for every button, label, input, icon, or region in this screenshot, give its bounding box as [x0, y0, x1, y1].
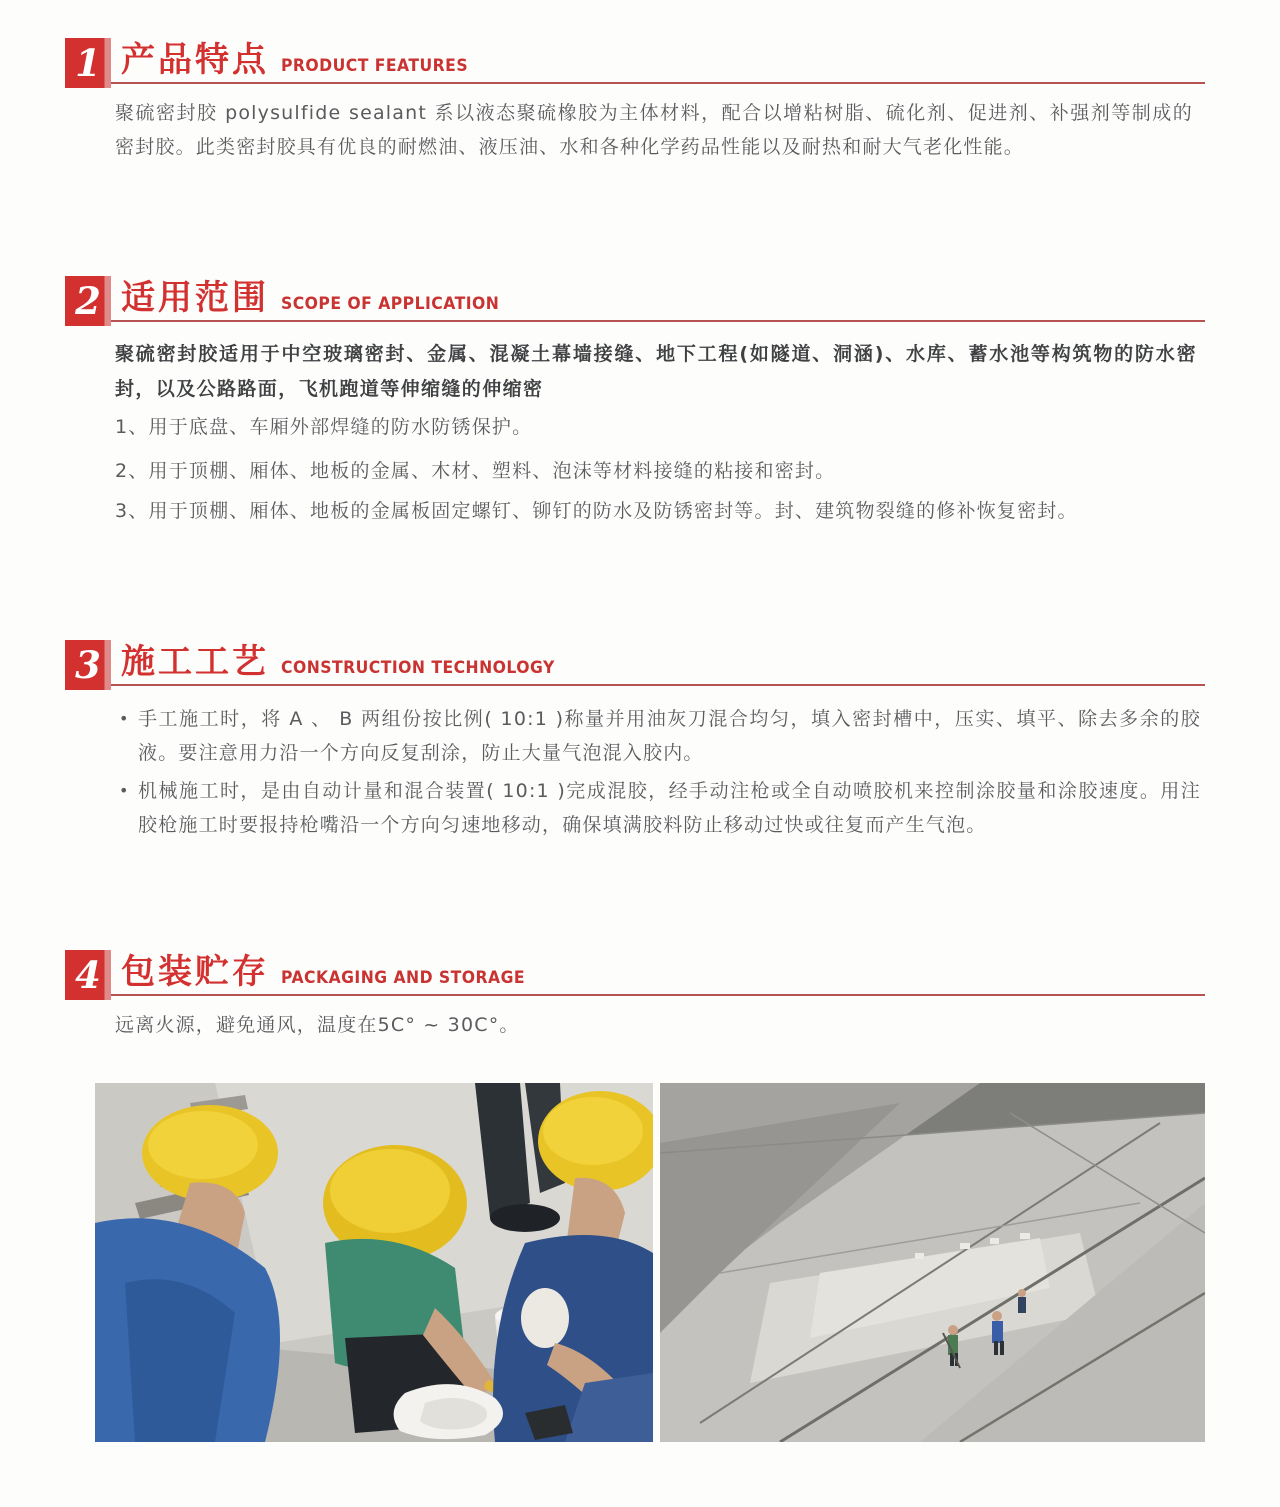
- section-1-number-badge: 1: [65, 38, 111, 88]
- section-3-bullets: [119, 702, 1201, 846]
- list-item: 3、用于顶棚、厢体、地板的金属板固定螺钉、铆钉的防水及防锈密封等。封、建筑物裂缝的修补恢复密封。: [115, 500, 1078, 522]
- section-2-header: [65, 276, 1205, 328]
- list-item: 1、用于底盘、车厢外部焊缝的防水防锈保护。: [115, 416, 533, 438]
- section-2-lead: 聚硫密封胶适用于中空玻璃密封、金属、混凝土幕墙接缝、地下工程(如隧道、洞涵)、水库、蓄水池等构筑物的防水密封，以及公路路面，飞机跑道等伸缩缝的伸缩密: [115, 343, 1197, 400]
- section-4-rule: [65, 994, 1205, 996]
- photo-right-illustration: [660, 1083, 1205, 1442]
- section-1-header: [65, 38, 1205, 90]
- section-1-title-cn: 产品特点: [121, 40, 269, 80]
- section-1-rule: [65, 82, 1205, 84]
- photo-left-illustration: [95, 1083, 653, 1442]
- section-2-rule: [65, 320, 1205, 322]
- section-3-title-cn: 施工工艺: [121, 642, 269, 682]
- section-1-paragraph: 聚硫密封胶 polysulfide sealant 系以液态聚硫橡胶为主体材料，配合以增粘树脂、硫化剂、促进剂、补强剂等制成的密封胶。此类密封胶具有优良的耐燃油、液压油、水和各种化学药品性能以及耐热和耐大气老化性能。: [115, 102, 1193, 158]
- section-3-title-en: CONSTRUCTION TECHNOLOGY: [281, 658, 555, 678]
- bullet-item: • 机械施工时，是由自动计量和混合装置( 10:1 )完成混胶，经手动注枪或全自动喷胶机来控制涂胶量和涂胶速度。用注胶枪施工时要报持枪嘴沿一个方向匀速地移动，确保填满胶料防止移动过快或往复而产生气泡。: [119, 774, 1201, 842]
- section-3-number-badge: 3: [65, 640, 111, 690]
- section-4-number-badge: 4: [65, 950, 111, 1000]
- section-4-paragraph: 远离火源，避免通风，温度在5C° ~ 30C°。: [115, 1014, 520, 1036]
- section-4-title-en: PACKAGING AND STORAGE: [281, 968, 526, 988]
- section-3-header: [65, 640, 1205, 692]
- section-2-title-cn: 适用范围: [121, 278, 269, 318]
- section-4-title-cn: 包装贮存: [121, 952, 269, 992]
- bullet-item: • 手工施工时，将 A 、 B 两组份按比例( 10:1 )称量并用油灰刀混合均匀，填入密封槽中，压实、填平、除去多余的胶液。要注意用力沿一个方向反复刮涂，防止大量气泡混入胶内。: [119, 702, 1201, 770]
- section-2-title-en: SCOPE OF APPLICATION: [281, 294, 500, 314]
- section-2-list: [115, 411, 1205, 535]
- worker-figure: [1018, 1289, 1026, 1313]
- section-4-header: [65, 950, 1205, 1002]
- photo-concrete-slope-joints: [660, 1083, 1205, 1442]
- photo-workers-applying-sealant: [95, 1083, 653, 1442]
- list-item: 2、用于顶棚、厢体、地板的金属、木材、塑料、泡沫等材料接缝的粘接和密封。: [115, 460, 836, 482]
- section-1-title-en: PRODUCT FEATURES: [281, 56, 469, 76]
- section-3-rule: [65, 684, 1205, 686]
- section-2-number-badge: 2: [65, 276, 111, 326]
